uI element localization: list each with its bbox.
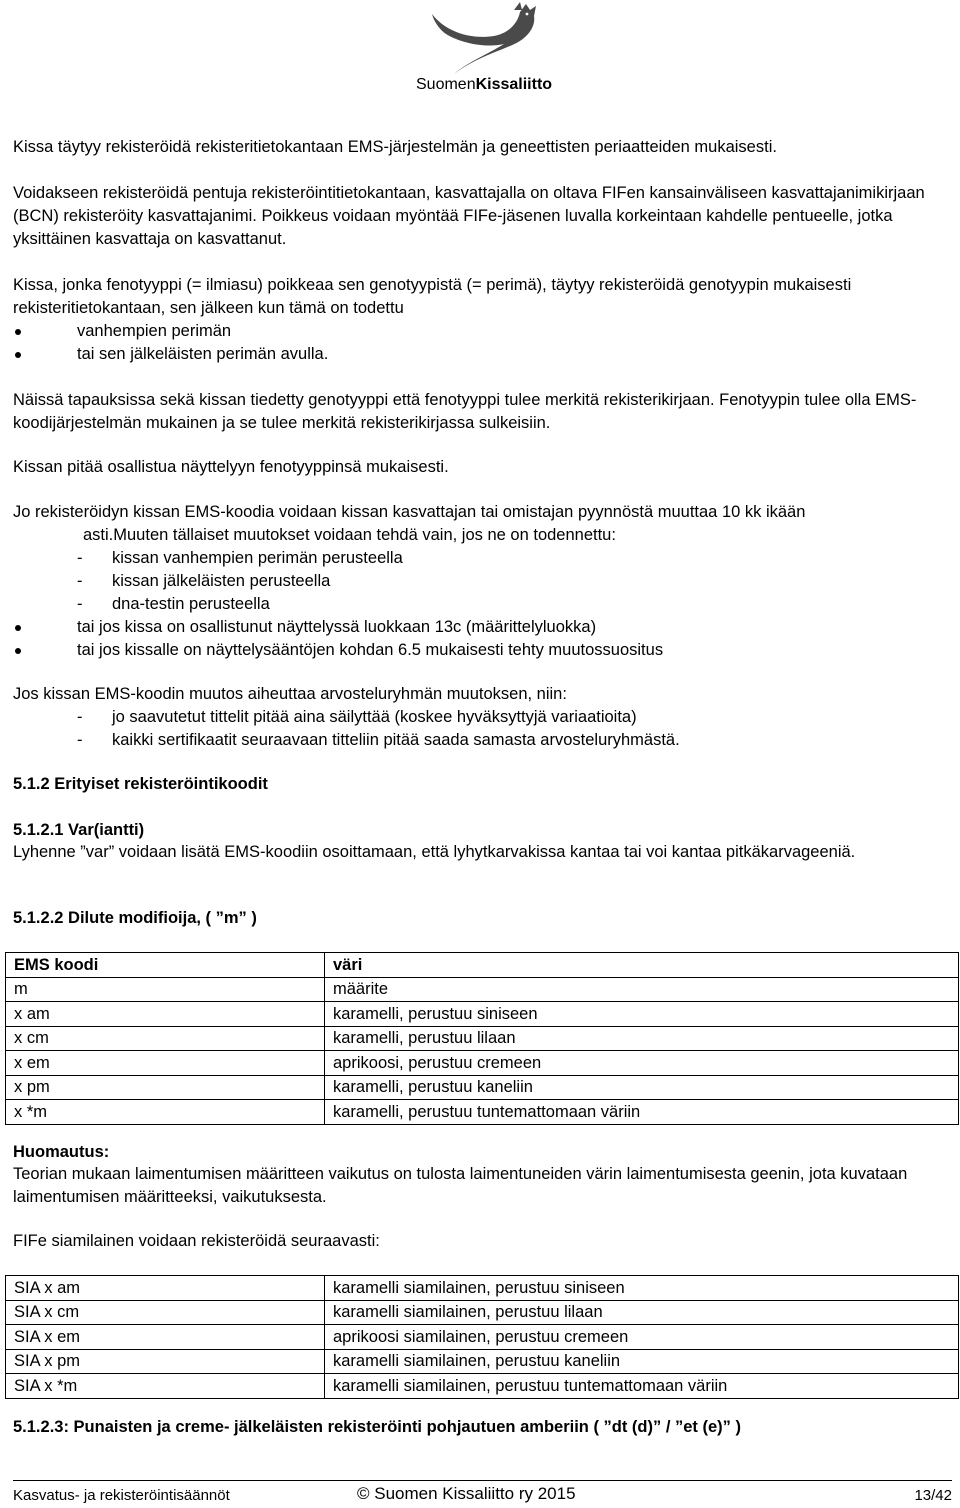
table-row: x pm karamelli, perustuu kaneliin [6,1075,959,1100]
note-text: Teorian mukaan laimentumisen määritteen vaikutus on tulosta laimentuneiden värin laimentumisesta geenin, jota kuvataan laimentumisen määritteeksi, vaikutuksesta. [13,1165,908,1206]
table-row: m määrite [6,977,959,1002]
logo-wordmark: SuomenKissaliitto [416,76,553,93]
bullet-list [13,320,952,366]
paragraph: Näissä tapauksissa sekä kissan tiedetty genotyyppi että fenotyyppi tulee merkitä rekisterikirjaan. Fenotyypin tulee olla EMS-koodijärjestelmän mukainen ja se tulee merkitä rekisterikirjassa sulkeisiin. [13,391,917,432]
table-row: SIA x em aprikoosi siamilainen, perustuu cremeen [6,1325,959,1350]
table-row: x cm karamelli, perustuu lilaan [6,1026,959,1051]
table-row: SIA x pm karamelli siamilainen, perustuu kaneliin [6,1349,959,1374]
footer-document-title: Kasvatus- ja rekisteröintisäännöt [13,1487,230,1504]
table-header-cell: väri [325,953,959,978]
list-item: - kissan jälkeläisten perusteella [77,572,331,590]
list-item: tai jos kissalle on näyttelysääntöjen kohdan 6.5 mukaisesti tehty muutossuositus [13,639,952,662]
section-heading: 5.1.2.2 Dilute modifioija, ( ”m” ) [13,909,257,927]
list-item: - kaikki sertifikaatit seuraavaan titteliin pitää saada samasta arvosteluryhmästä. [77,731,680,749]
paragraph: Kissa, jonka fenotyyppi (= ilmiasu) poikkeaa sen genotyypistä (= perimä), täytyy rekisteröidä genotyypin mukaisesti rekisteritietokantaan, sen jälkeen kun tämä on todettu [13,276,852,317]
table-row: SIA x *m karamelli siamilainen, perustuu tuntemattomaan väriin [6,1374,959,1399]
paragraph: Lyhenne ”var” voidaan lisätä EMS-koodiin osoittamaan, että lyhytkarvakissa kantaa tai voi kantaa pitkäkarvageeniä. [13,843,856,861]
note-title: Huomautus: [13,1143,110,1161]
list-item: vanhempien perimän [13,320,952,343]
table-row: x em aprikoosi, perustuu cremeen [6,1051,959,1076]
siamese-code-table [5,1275,959,1399]
table-header-cell: EMS koodi [6,953,325,978]
paragraph: FIFe siamilainen voidaan rekisteröidä seuraavasti: [13,1232,380,1250]
footer-page-number: 13/42 [914,1487,952,1504]
bullet-icon [15,625,21,631]
section-heading: 5.1.2.1 Var(iantti) [13,821,145,839]
footer-divider [13,1480,952,1481]
bullet-icon [15,648,21,654]
paragraph-line: asti.Muuten tällaiset muutokset voidaan tehdä vain, jos ne on todennettu: [83,526,616,544]
table-row: SIA x cm karamelli siamilainen, perustuu lilaan [6,1300,959,1325]
section-heading: 5.1.2 Erityiset rekisteröintikoodit [13,775,268,793]
list-item: - jo saavutetut tittelit pitää aina säilyttää (koskee hyväksyttyjä variaatioita) [77,708,637,726]
footer-copyright: © Suomen Kissaliitto ry 2015 [357,1484,576,1503]
paragraph: Voidakseen rekisteröidä pentuja rekisteröintitietokantaan, kasvattajalla on oltava FIFen kansainväliseen kasvattajanimikirjaan (BCN) rekisteröity kasvattajanimi. Poikkeus voidaan myöntää FIFe-jäsenen luvalla korkeintaan kahdelle pentueelle, jotka yksittäinen kasvattaja on kasvattanut. [13,184,925,248]
paragraph-with-lists [13,501,952,662]
paragraph: Kissa täytyy rekisteröidä rekisteritietokantaan EMS-järjestelmän ja geneettisten periaatteiden mukaisesti. [13,138,777,156]
bullet-icon [15,329,21,335]
table-header-row [6,953,959,978]
table-row: SIA x am karamelli siamilainen, perustuu siniseen [6,1276,959,1301]
table-row: x am karamelli, perustuu siniseen [6,1002,959,1027]
paragraph: Kissan pitää osallistua näyttelyyn fenotyyppinsä mukaisesti. [13,458,449,476]
list-item: tai jos kissa on osallistunut näyttelyssä luokkaan 13c (määrittelyluokka) [13,616,952,639]
list-item: - kissan vanhempien perimän perusteella [77,549,403,567]
paragraph-line: Jos kissan EMS-koodin muutos aiheuttaa arvosteluryhmän muutoksen, niin: [13,685,567,703]
list-item: - dna-testin perusteella [77,595,270,613]
section-heading: 5.1.2.3: Punaisten ja creme- jälkeläisten rekisteröinti pohjautuen amberiin ( ”dt (d)” / ”et (e)” ) [13,1418,742,1436]
list-item: tai sen jälkeläisten perimän avulla. [13,343,952,366]
table-row: x *m karamelli, perustuu tuntemattomaan väriin [6,1100,959,1125]
paragraph-with-lists [13,683,952,752]
paragraph-line: Jo rekisteröidyn kissan EMS-koodia voidaan kissan kasvattajan tai omistajan pyynnöstä muuttaa 10 kk ikään [13,503,806,521]
bullet-icon [15,352,21,358]
ems-code-table [5,952,959,1125]
